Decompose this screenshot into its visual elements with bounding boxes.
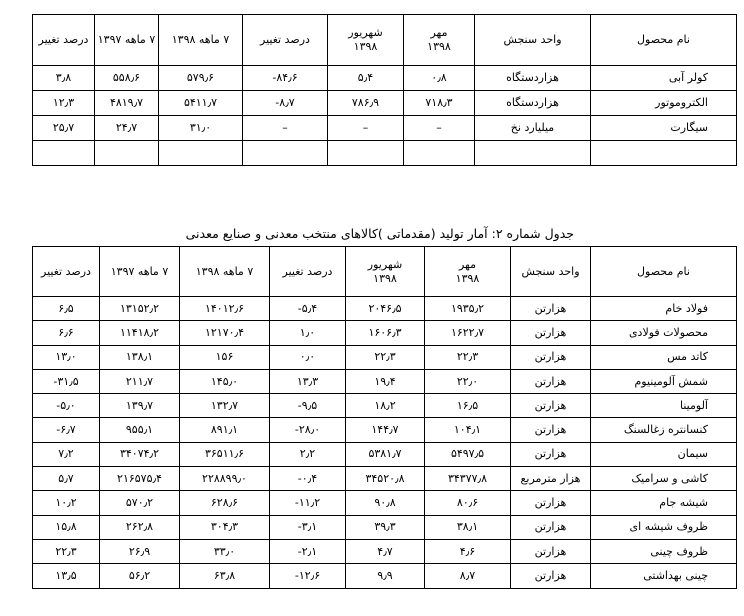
cell-7-months-1398: ۱۳۲٫۷ bbox=[180, 394, 270, 418]
table-row bbox=[33, 91, 737, 116]
cell-change-yearly: -۶٫۷ bbox=[33, 418, 100, 442]
cell-product-name: کاتد مس bbox=[591, 345, 737, 369]
cell-product-name: سیگارت bbox=[591, 116, 737, 141]
cell-unit: هزارتن bbox=[511, 491, 591, 515]
cell-change-yearly: ۱۰٫۲ bbox=[33, 491, 100, 515]
header-shahrivar-line2: ۱۳۹۸ bbox=[373, 271, 397, 285]
cell-shahrivar: ۱۸٫۲ bbox=[346, 394, 425, 418]
cell-product-name: فولاد خام bbox=[591, 297, 737, 321]
cell-shahrivar: ۱۹٫۴ bbox=[346, 369, 425, 393]
cell-7-months-1398: ۶۲۸٫۶ bbox=[180, 491, 270, 515]
header-change-yearly: درصد تغییر bbox=[33, 247, 100, 297]
cell-7-months-1398: ۱۲۱۷۰٫۴ bbox=[180, 321, 270, 345]
table-row bbox=[33, 418, 737, 442]
cell-7-months-1397: ۲۴٫۷ bbox=[95, 116, 159, 141]
table-header-row bbox=[33, 247, 737, 297]
cell-product-name: الکتروموتور bbox=[591, 91, 737, 116]
cell-7-months-1398: ۱۴۵٫۰ bbox=[180, 369, 270, 393]
cell-mehr: ۵۴۹۷٫۵ bbox=[425, 442, 511, 466]
cell-change-yearly: -۳۱٫۵ bbox=[33, 369, 100, 393]
header-shahrivar-line1: شهریور bbox=[348, 26, 383, 39]
cell-product-name: چینی بهداشتی bbox=[591, 564, 737, 588]
cell-product-name: آلومینا bbox=[591, 394, 737, 418]
cell-mehr: ۲۲٫۰ bbox=[425, 369, 511, 393]
header-mehr bbox=[404, 15, 475, 66]
cell-7-months-1398: ۲۲۸۸۹۹٫۰ bbox=[180, 467, 270, 491]
header-shahrivar bbox=[328, 15, 404, 66]
cell-shahrivar: ۲۰۴۶٫۵ bbox=[346, 297, 425, 321]
cell-shahrivar: ۱۶۰۶٫۳ bbox=[346, 321, 425, 345]
cell-product-name: ظروف شیشه ای bbox=[591, 515, 737, 539]
cell-7-months-1397: ۲۶۲٫۸ bbox=[100, 515, 180, 539]
cell-7-months-1398: ۱۵۶ bbox=[180, 345, 270, 369]
cell-7-months-1398: ۶۳٫۸ bbox=[180, 564, 270, 588]
cell-unit: هزارتن bbox=[511, 394, 591, 418]
header-shahrivar-line2: ۱۳۹۸ bbox=[353, 40, 378, 53]
cell-change-monthly: -۳٫۱ bbox=[270, 515, 346, 539]
header-change-yearly: درصد تغییر bbox=[33, 15, 95, 66]
cell-change-yearly: -۵٫۰ bbox=[33, 394, 100, 418]
table-row bbox=[33, 491, 737, 515]
table-row bbox=[33, 442, 737, 466]
cell-change-monthly: ۱۳٫۳ bbox=[270, 369, 346, 393]
cell-mehr: ۱۰۴٫۱ bbox=[425, 418, 511, 442]
cell-change-monthly: ۰٫۰ bbox=[270, 345, 346, 369]
table-2-body bbox=[33, 297, 737, 589]
cell-shahrivar: ۲۲٫۳ bbox=[346, 345, 425, 369]
cell-7-months-1397: ۱۳۱۵۲٫۲ bbox=[100, 297, 180, 321]
table-row bbox=[33, 321, 737, 345]
cell-unit: هزارتن bbox=[511, 297, 591, 321]
table-row bbox=[33, 394, 737, 418]
cell-unit: هزارتن bbox=[511, 539, 591, 563]
header-7-months-1398: ۷ ماهه ۱۳۹۸ bbox=[180, 247, 270, 297]
cell-shahrivar: ۵۳۸۱٫۷ bbox=[346, 442, 425, 466]
cell-7-months-1398: ۳۱٫۰ bbox=[159, 116, 243, 141]
cell-7-months-1397: ۱۳۸٫۱ bbox=[100, 345, 180, 369]
cell-unit: هزارتن bbox=[511, 345, 591, 369]
header-7-months-1397: ۷ ماهه ۱۳۹۷ bbox=[100, 247, 180, 297]
header-mehr-line2: ۱۳۹۸ bbox=[455, 271, 480, 285]
cell-change-monthly: -۲٫۱ bbox=[270, 539, 346, 563]
table-row bbox=[33, 116, 737, 141]
header-change-monthly: درصد تغییر bbox=[270, 247, 346, 297]
cell-shahrivar: ۴٫۷ bbox=[346, 539, 425, 563]
cell-7-months-1397: ۵۷۰٫۲ bbox=[100, 491, 180, 515]
cell-shahrivar: ۱۴۴٫۷ bbox=[346, 418, 425, 442]
cell-7-months-1398: ۵۴۱۱٫۷ bbox=[159, 91, 243, 116]
cell-change-monthly: ۲٫۲ bbox=[270, 442, 346, 466]
header-product-name: نام محصول bbox=[591, 15, 737, 66]
cell-7-months-1398: ۱۴۰۱۲٫۶ bbox=[180, 297, 270, 321]
cell-change-yearly: ۱۵٫۸ bbox=[33, 515, 100, 539]
cell-shahrivar: ۹۰٫۸ bbox=[346, 491, 425, 515]
cell-product-name: شمش آلومینیوم bbox=[591, 369, 737, 393]
cell-empty bbox=[404, 141, 475, 166]
cell-product-name: ظروف چینی bbox=[591, 539, 737, 563]
header-product-name: نام محصول bbox=[591, 247, 737, 297]
cell-empty bbox=[328, 141, 404, 166]
cell-7-months-1397: ۲۱۶۵۷۵٫۴ bbox=[100, 467, 180, 491]
cell-empty bbox=[475, 141, 591, 166]
cell-mehr: ۳۴۳۷۷٫۸ bbox=[425, 467, 511, 491]
cell-7-months-1398: ۳۶۵۱۱٫۶ bbox=[180, 442, 270, 466]
cell-shahrivar: ۷۸۶٫۹ bbox=[328, 91, 404, 116]
cell-change-monthly: -۰٫۴ bbox=[270, 467, 346, 491]
table-row bbox=[33, 297, 737, 321]
cell-empty bbox=[591, 141, 737, 166]
header-unit: واحد سنجش bbox=[475, 15, 591, 66]
cell-change-yearly: ۱۳٫۰ bbox=[33, 345, 100, 369]
cell-mehr: ۱۹۳۵٫۲ bbox=[425, 297, 511, 321]
cell-product-name: شیشه جام bbox=[591, 491, 737, 515]
cell-unit: هزارتن bbox=[511, 369, 591, 393]
cell-mehr: ۸٫۷ bbox=[425, 564, 511, 588]
cell-empty bbox=[33, 141, 95, 166]
cell-shahrivar: ۵٫۴ bbox=[328, 66, 404, 91]
header-7-months-1397: ۷ ماهه ۱۳۹۷ bbox=[95, 15, 159, 66]
cell-7-months-1398: ۵۷۹٫۶ bbox=[159, 66, 243, 91]
cell-unit: هزارتن bbox=[511, 418, 591, 442]
cell-mehr: ۳۸٫۱ bbox=[425, 515, 511, 539]
cell-unit: هزاردستگاه bbox=[475, 66, 591, 91]
cell-shahrivar: – bbox=[328, 116, 404, 141]
table-row-empty bbox=[33, 141, 737, 166]
table-row bbox=[33, 467, 737, 491]
cell-mehr: ۷۱۸٫۳ bbox=[404, 91, 475, 116]
cell-product-name: محصولات فولادی bbox=[591, 321, 737, 345]
header-mehr-line1: مهر bbox=[458, 257, 477, 271]
cell-7-months-1397: ۵۶٫۲ bbox=[100, 564, 180, 588]
table-header-row bbox=[33, 15, 737, 66]
product-table-2 bbox=[32, 246, 737, 589]
cell-change-monthly: – bbox=[243, 116, 328, 141]
cell-unit: هزار مترمربع bbox=[511, 467, 591, 491]
cell-7-months-1397: ۳۴۰۷۴٫۲ bbox=[100, 442, 180, 466]
header-mehr-line1: مهر bbox=[430, 26, 448, 39]
cell-mehr: – bbox=[404, 116, 475, 141]
cell-unit: هزارتن bbox=[511, 442, 591, 466]
product-table-1 bbox=[32, 14, 737, 166]
cell-change-monthly: ۱٫۰ bbox=[270, 321, 346, 345]
cell-shahrivar: ۳۹٫۳ bbox=[346, 515, 425, 539]
cell-change-monthly: -۹٫۵ bbox=[270, 394, 346, 418]
cell-mehr: ۸۰٫۶ bbox=[425, 491, 511, 515]
header-7-months-1398: ۷ ماهه ۱۳۹۸ bbox=[159, 15, 243, 66]
cell-unit: هزاردستگاه bbox=[475, 91, 591, 116]
cell-shahrivar: ۳۴۵۲۰٫۸ bbox=[346, 467, 425, 491]
cell-product-name: کنسانتره زغالسنگ bbox=[591, 418, 737, 442]
cell-unit: هزارتن bbox=[511, 564, 591, 588]
cell-shahrivar: ۹٫۹ bbox=[346, 564, 425, 588]
cell-change-yearly: ۵٫۷ bbox=[33, 467, 100, 491]
cell-change-yearly: ۳٫۸ bbox=[33, 66, 95, 91]
cell-product-name: کولر آبی bbox=[591, 66, 737, 91]
table-row bbox=[33, 345, 737, 369]
cell-change-monthly: -۸۴٫۶ bbox=[243, 66, 328, 91]
cell-7-months-1398: ۳۳٫۰ bbox=[180, 539, 270, 563]
cell-7-months-1397: ۹۵۵٫۱ bbox=[100, 418, 180, 442]
cell-7-months-1398: ۳۰۴٫۳ bbox=[180, 515, 270, 539]
cell-change-yearly: ۷٫۲ bbox=[33, 442, 100, 466]
cell-empty bbox=[95, 141, 159, 166]
header-shahrivar bbox=[346, 247, 425, 297]
cell-mehr: ۱۶۲۲٫۷ bbox=[425, 321, 511, 345]
cell-7-months-1397: ۲۱۱٫۷ bbox=[100, 369, 180, 393]
header-mehr bbox=[425, 247, 511, 297]
cell-unit: هزارتن bbox=[511, 321, 591, 345]
cell-change-yearly: ۲۵٫۷ bbox=[33, 116, 95, 141]
cell-product-name: سیمان bbox=[591, 442, 737, 466]
cell-empty bbox=[243, 141, 328, 166]
cell-change-yearly: ۶٫۶ bbox=[33, 321, 100, 345]
cell-change-monthly: -۸٫۷ bbox=[243, 91, 328, 116]
cell-change-yearly: ۲۲٫۳ bbox=[33, 539, 100, 563]
table-row bbox=[33, 539, 737, 563]
cell-product-name: کاشی و سرامیک bbox=[591, 467, 737, 491]
table-row bbox=[33, 515, 737, 539]
cell-change-monthly: -۱۱٫۲ bbox=[270, 491, 346, 515]
cell-mehr: ۲۲٫۳ bbox=[425, 345, 511, 369]
cell-mehr: ۴٫۶ bbox=[425, 539, 511, 563]
cell-7-months-1398: ۸۹۱٫۱ bbox=[180, 418, 270, 442]
cell-7-months-1397: ۵۵۸٫۶ bbox=[95, 66, 159, 91]
cell-mehr: ۰٫۸ bbox=[404, 66, 475, 91]
table-row bbox=[33, 369, 737, 393]
table-row bbox=[33, 564, 737, 588]
table-2-caption: جدول شماره ۲: آمار تولید (مقدماتی )کالاهای منتخب معدنی و صنایع معدنی bbox=[185, 226, 574, 241]
cell-change-monthly: -۵٫۴ bbox=[270, 297, 346, 321]
cell-7-months-1397: ۴۸۱۹٫۷ bbox=[95, 91, 159, 116]
cell-mehr: ۱۶٫۵ bbox=[425, 394, 511, 418]
header-unit: واحد سنجش bbox=[511, 247, 591, 297]
cell-change-yearly: ۱۳٫۵ bbox=[33, 564, 100, 588]
header-shahrivar-line1: شهریور bbox=[367, 257, 403, 271]
table-row bbox=[33, 66, 737, 91]
cell-7-months-1397: ۱۱۴۱۸٫۲ bbox=[100, 321, 180, 345]
cell-unit: میلیارد نخ bbox=[475, 116, 591, 141]
cell-unit: هزارتن bbox=[511, 515, 591, 539]
header-mehr-line2: ۱۳۹۸ bbox=[427, 40, 451, 53]
cell-7-months-1397: ۲۶٫۹ bbox=[100, 539, 180, 563]
cell-change-monthly: -۲۸٫۰ bbox=[270, 418, 346, 442]
cell-7-months-1397: ۱۳۹٫۷ bbox=[100, 394, 180, 418]
cell-change-yearly: ۱۲٫۳ bbox=[33, 91, 95, 116]
cell-empty bbox=[159, 141, 243, 166]
cell-change-yearly: ۶٫۵ bbox=[33, 297, 100, 321]
cell-change-monthly: -۱۲٫۶ bbox=[270, 564, 346, 588]
header-change-monthly: درصد تغییر bbox=[243, 15, 328, 66]
